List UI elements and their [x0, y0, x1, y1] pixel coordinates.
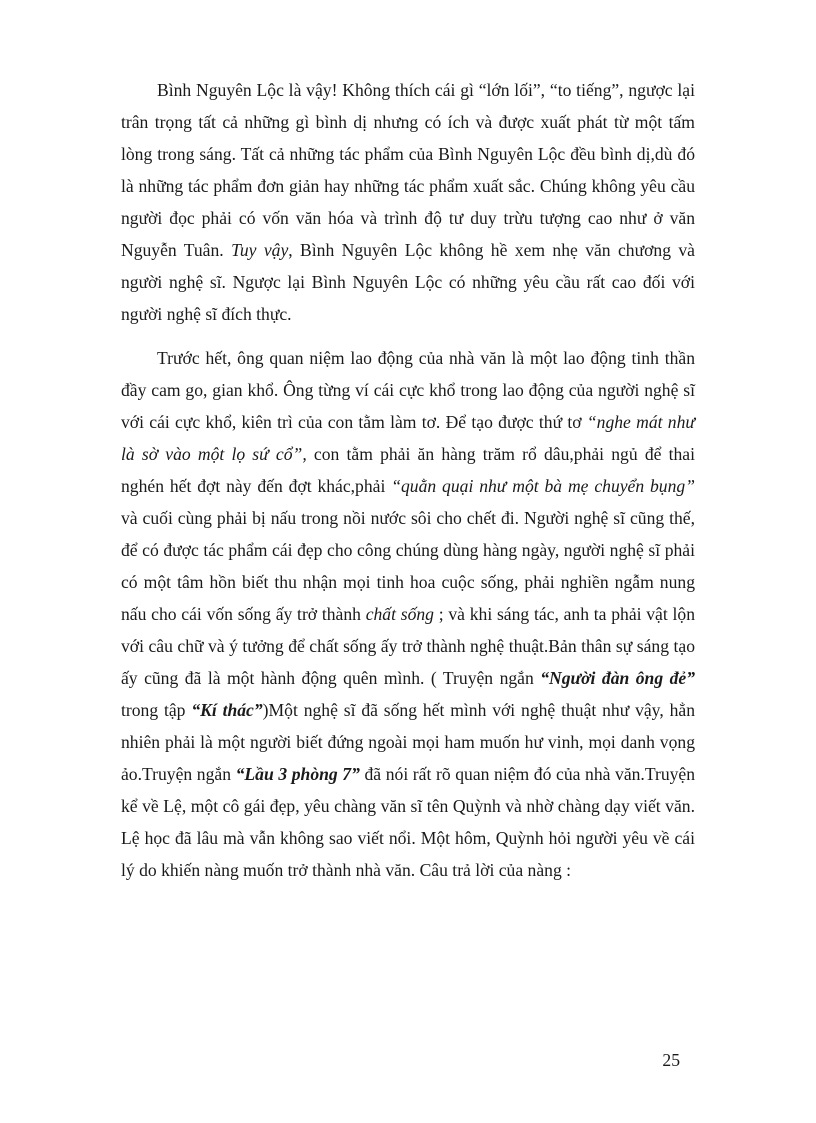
text-run: đã nói rất rõ quan niệm đó của nhà văn.Truyện kể về Lệ, một cô gái đẹp, yêu chàng văn sĩ tên Quỳnh và nhờ chàng dạy viết văn. Lệ học đã lâu mà vẫn không sao viết nổi. Một hôm, Quỳnh hỏi người yêu về cái lý do khiến nàng muốn trở thành nhà văn. Câu trả lời của nàng : — [121, 764, 696, 880]
text-run: và cuối cùng phải bị nấu trong nồi nước sôi cho chết đi. Người nghệ sĩ cũng thế, để có được tác phẩm cái đẹp cho công chúng dùng hàng ngày, người nghệ sĩ phải có một tâm hồn biết thu nhận mọi tinh hoa cuộc sống, phải nghiền ngẫm nung nấu cho cái vốn sống ấy trở thành — [121, 508, 695, 624]
italic-text: Tuy vậy — [231, 240, 289, 260]
italic-text: “nghe mát như là sờ vào một lọ sứ cổ”, — [121, 412, 695, 464]
page-number: 25 — [662, 1050, 680, 1070]
italic-text: “quằn quại như một bà mẹ chuyển bụng” — [391, 476, 695, 496]
bold-italic-text: “Người đàn ông đẻ” — [540, 668, 695, 688]
text-run: )Một nghệ sĩ đã sống hết mình với nghệ thuật như vậy, hẳn nhiên phải là một người biết đứng ngoài mọi ham muốn hư vinh, mọi danh vọng ảo.Truyện ngắn — [121, 700, 695, 784]
text-run: ; và khi sáng tác, anh ta phải vật lộn với câu chữ và ý tưởng để chất sống ấy trở thành nghệ thuật.Bản thân sự sáng tạo ấy cũng đã là một hành động quên mình. ( Truyện ngắn — [121, 604, 695, 688]
bold-italic-text: “Kí thác” — [191, 700, 263, 720]
text-run: , Bình Nguyên Lộc không hề xem nhẹ văn chương và người nghệ sĩ. Ngược lại Bình Nguyên Lộc có những yêu cầu rất cao đối với người nghệ sĩ đích thực. — [121, 240, 695, 324]
body-text — [121, 74, 695, 886]
italic-text: chất sống — [365, 604, 434, 624]
text-run: Trước hết, ông quan niệm lao động của nhà văn là một lao động tinh thần đầy cam go, gian khổ. Ông từng ví cái cực khổ trong lao động của người nghệ sĩ với cái cực khổ, kiên trì của con tằm làm tơ. Để tạo được thứ tơ — [121, 348, 695, 432]
text-run: con tằm phải ăn hàng trăm rổ dâu,phải ngủ để thai nghén hết đợt này đến đợt khác,phải — [121, 444, 695, 496]
paragraph-2 — [121, 342, 695, 886]
bold-italic-text: “Lầu 3 phòng 7” — [235, 764, 360, 784]
text-run: trong tập — [121, 700, 192, 720]
text-run: Bình Nguyên Lộc là vậy! Không thích cái gì “lớn lối”, “to tiếng”, ngược lại trân trọng tất cả những gì bình dị nhưng có ích và được xuất phát từ một tấm lòng trong sáng. Tất cả những tác phẩm của Bình Nguyên Lộc đều bình dị,dù đó là những tác phẩm đơn giản hay những tác phẩm xuất sắc. Chúng không yêu cầu người đọc phải có vốn văn hóa và trình độ tư duy trừu tượng cao như ở văn Nguyễn Tuân. — [121, 80, 695, 260]
paragraph-1 — [121, 74, 695, 330]
